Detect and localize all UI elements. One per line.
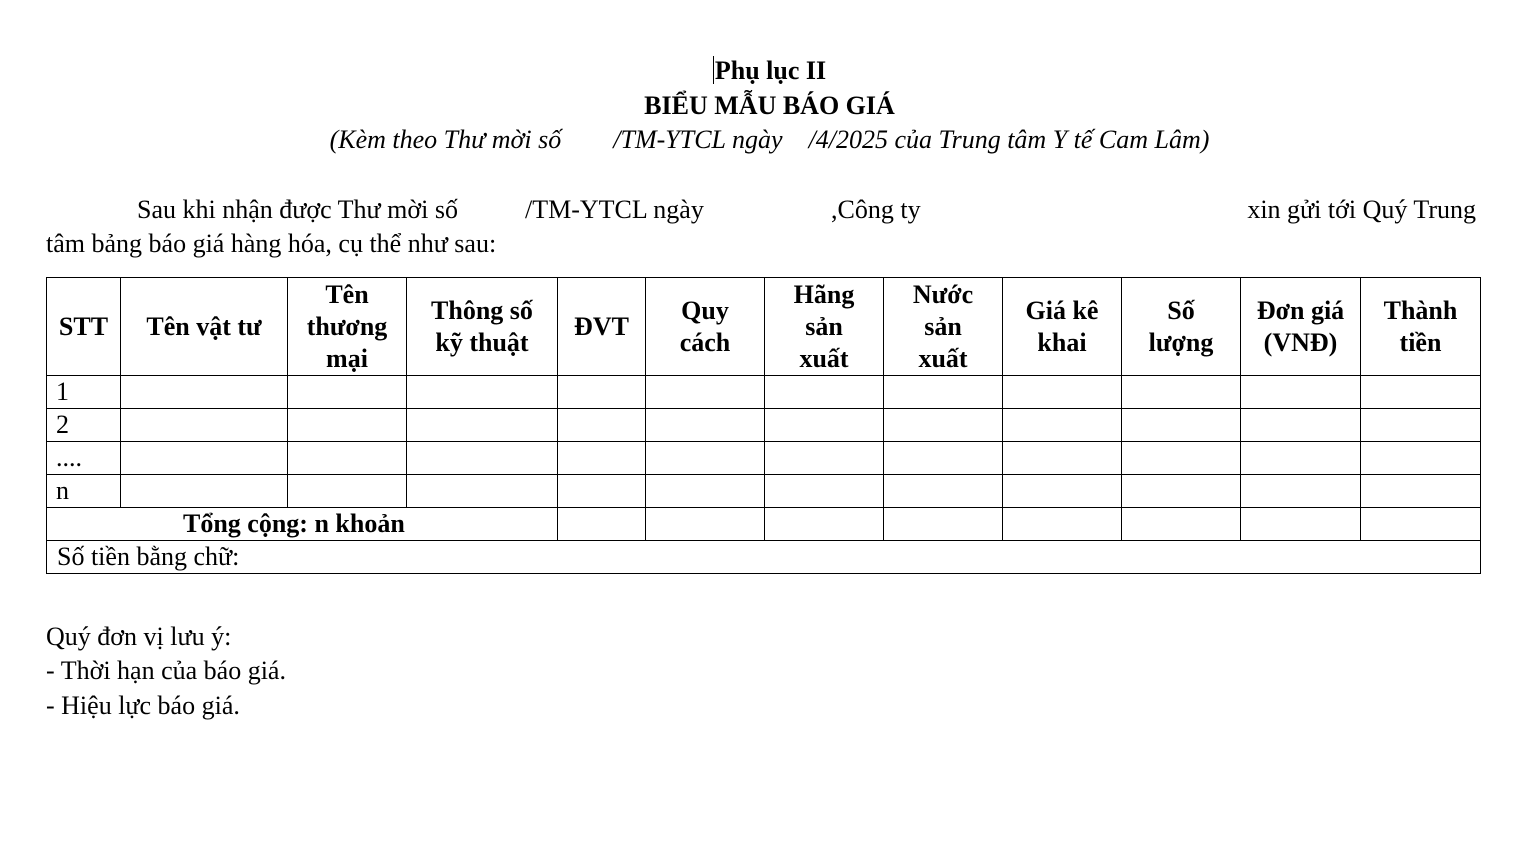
cell[interactable] bbox=[121, 442, 288, 475]
cell[interactable] bbox=[646, 376, 765, 409]
cell[interactable] bbox=[1361, 508, 1481, 541]
cell[interactable] bbox=[407, 376, 558, 409]
header-declared-price: Giá kê khai bbox=[1003, 278, 1122, 376]
cell[interactable] bbox=[1122, 442, 1241, 475]
table-row bbox=[47, 442, 1481, 475]
table-row bbox=[47, 376, 1481, 409]
cell[interactable] bbox=[407, 475, 558, 508]
amount-in-words-row bbox=[47, 541, 1481, 574]
intro-text-4: xin gửi tới Quý Trung bbox=[1247, 195, 1476, 224]
intro-text-3: ,Công ty bbox=[831, 195, 921, 224]
appendix-label-text: Phụ lục II bbox=[714, 56, 827, 85]
table-row bbox=[47, 409, 1481, 442]
cell[interactable] bbox=[884, 442, 1003, 475]
cell[interactable] bbox=[1003, 442, 1122, 475]
cell[interactable] bbox=[1361, 376, 1481, 409]
amount-in-words-label: Số tiền bằng chữ: bbox=[47, 541, 1481, 574]
cell[interactable] bbox=[1241, 376, 1361, 409]
cell[interactable] bbox=[288, 442, 407, 475]
cell[interactable] bbox=[121, 475, 288, 508]
notes-heading: Quý đơn vị lưu ý: bbox=[46, 622, 232, 651]
header-unit: ĐVT bbox=[558, 278, 646, 376]
header-quantity: Số lượng bbox=[1122, 278, 1241, 376]
cell[interactable] bbox=[884, 475, 1003, 508]
cell[interactable] bbox=[407, 442, 558, 475]
cell[interactable] bbox=[1003, 475, 1122, 508]
table-header-row bbox=[47, 278, 1481, 376]
cell[interactable] bbox=[765, 409, 884, 442]
total-row bbox=[47, 508, 1481, 541]
cell[interactable] bbox=[765, 475, 884, 508]
cell[interactable] bbox=[1361, 409, 1481, 442]
cell[interactable] bbox=[1122, 409, 1241, 442]
header-stt: STT bbox=[47, 278, 121, 376]
intro-text-line2: tâm bảng báo giá hàng hóa, cụ thể như sau: bbox=[46, 229, 497, 258]
cell[interactable] bbox=[558, 409, 646, 442]
header-manufacturer: Hãng sản xuất bbox=[765, 278, 884, 376]
row-number: n bbox=[47, 475, 121, 508]
form-title: BIỂU MẪU BÁO GIÁ bbox=[644, 91, 895, 120]
quote-table bbox=[46, 277, 1481, 574]
cell[interactable] bbox=[558, 475, 646, 508]
cell[interactable] bbox=[1122, 376, 1241, 409]
cell[interactable] bbox=[288, 475, 407, 508]
note-item: - Hiệu lực báo giá. bbox=[46, 691, 240, 720]
cell[interactable] bbox=[1361, 475, 1481, 508]
intro-text-2: /TM-YTCL ngày bbox=[525, 195, 704, 224]
cell[interactable] bbox=[558, 442, 646, 475]
header-amount: Thành tiền bbox=[1361, 278, 1481, 376]
header-unit-price: Đơn giá (VNĐ) bbox=[1241, 278, 1361, 376]
cell[interactable] bbox=[121, 376, 288, 409]
cell[interactable] bbox=[1241, 442, 1361, 475]
cell[interactable] bbox=[558, 508, 646, 541]
cell[interactable] bbox=[765, 376, 884, 409]
cell[interactable] bbox=[407, 409, 558, 442]
appendix-label bbox=[0, 56, 1539, 86]
intro-text-1: Sau khi nhận được Thư mời số bbox=[137, 195, 458, 224]
cell[interactable] bbox=[1122, 508, 1241, 541]
cell[interactable] bbox=[1361, 442, 1481, 475]
cell[interactable] bbox=[121, 409, 288, 442]
row-number: 2 bbox=[47, 409, 121, 442]
cell[interactable] bbox=[1241, 475, 1361, 508]
cell[interactable] bbox=[1241, 409, 1361, 442]
row-number: .... bbox=[47, 442, 121, 475]
cell[interactable] bbox=[765, 442, 884, 475]
header-country: Nước sản xuất bbox=[884, 278, 1003, 376]
cell[interactable] bbox=[646, 442, 765, 475]
cell[interactable] bbox=[558, 376, 646, 409]
cell[interactable] bbox=[646, 508, 765, 541]
header-trade-name: Tên thương mại bbox=[288, 278, 407, 376]
cell[interactable] bbox=[1003, 508, 1122, 541]
cell[interactable] bbox=[1003, 409, 1122, 442]
cell[interactable] bbox=[288, 409, 407, 442]
cell[interactable] bbox=[884, 409, 1003, 442]
cell[interactable] bbox=[765, 508, 884, 541]
cell[interactable] bbox=[1003, 376, 1122, 409]
cell[interactable] bbox=[884, 376, 1003, 409]
text-cursor bbox=[713, 56, 714, 84]
total-label: Tổng cộng: n khoản bbox=[47, 508, 558, 541]
header-material-name: Tên vật tư bbox=[121, 278, 288, 376]
cell[interactable] bbox=[1241, 508, 1361, 541]
table-row bbox=[47, 475, 1481, 508]
header-packing: Quy cách bbox=[646, 278, 765, 376]
form-subtitle: (Kèm theo Thư mời số /TM-YTCL ngày /4/2025 của Trung tâm Y tế Cam Lâm) bbox=[329, 125, 1210, 154]
cell[interactable] bbox=[288, 376, 407, 409]
header-specs: Thông số kỹ thuật bbox=[407, 278, 558, 376]
cell[interactable] bbox=[646, 475, 765, 508]
cell[interactable] bbox=[1122, 475, 1241, 508]
note-item: - Thời hạn của báo giá. bbox=[46, 656, 286, 685]
cell[interactable] bbox=[884, 508, 1003, 541]
cell[interactable] bbox=[646, 409, 765, 442]
row-number: 1 bbox=[47, 376, 121, 409]
